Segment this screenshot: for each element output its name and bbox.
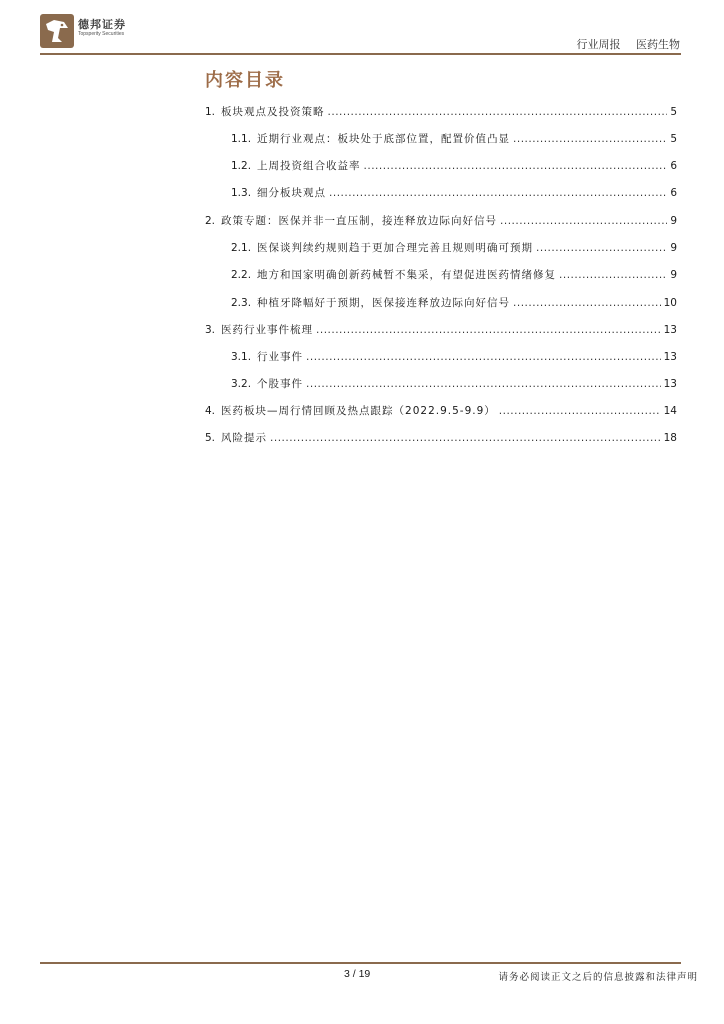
toc-entry[interactable] — [205, 403, 677, 418]
toc-entry-page: 6 — [670, 160, 677, 172]
page-header — [0, 0, 724, 60]
toc-entry-text: 板块观点及投资策略 — [221, 106, 325, 118]
toc-entry-page: 13 — [663, 324, 677, 336]
toc-leader-dots — [536, 242, 667, 254]
toc-entry-number: 1.1. — [231, 133, 252, 145]
toc-entry[interactable] — [205, 213, 677, 228]
toc-entry-number: 3. — [205, 324, 216, 336]
toc-leader-dots — [306, 351, 661, 363]
toc-entry[interactable] — [231, 158, 677, 173]
logo-text-en: Topsperity Securities — [78, 31, 125, 37]
toc-entry-page: 9 — [670, 269, 677, 281]
toc-entry-page: 5 — [670, 133, 677, 145]
toc-entry-number: 3.1. — [231, 351, 252, 363]
sector-label: 医药生物 — [636, 38, 680, 51]
toc-leader-dots — [499, 405, 661, 417]
toc-entry[interactable] — [231, 267, 677, 282]
toc-entry-text: 种植牙降幅好于预期，医保接连释放边际向好信号 — [257, 297, 511, 309]
toc-entry-page: 14 — [663, 405, 677, 417]
toc-entry-text: 医保谈判续约规则趋于更加合理完善且规则明确可预期 — [257, 242, 534, 254]
toc-entry-page: 9 — [670, 242, 677, 254]
company-logo — [40, 14, 160, 50]
toc-entry-page: 18 — [663, 432, 677, 444]
toc-entry[interactable] — [231, 376, 677, 391]
toc-entry-number: 5. — [205, 432, 216, 444]
report-type-label: 行业周报 — [576, 38, 621, 51]
toc-entry-page: 9 — [670, 215, 677, 227]
toc-entry-text: 个股事件 — [257, 378, 304, 390]
toc-entry-text: 地方和国家明确创新药械暂不集采，有望促进医药情绪修复 — [257, 269, 557, 281]
toc-entry-page: 13 — [663, 378, 677, 390]
toc-leader-dots — [316, 324, 661, 336]
toc-entry-text: 细分板块观点 — [257, 187, 327, 199]
toc-entry-page: 13 — [663, 351, 677, 363]
toc-leader-dots — [306, 378, 661, 390]
toc-leader-dots — [270, 432, 661, 444]
toc-entry[interactable] — [231, 185, 677, 200]
toc-leader-dots — [329, 187, 667, 199]
toc-entry-text: 医药行业事件梳理 — [221, 324, 314, 336]
toc-entry-page: 10 — [663, 297, 677, 309]
toc-entry-number: 2.2. — [231, 269, 252, 281]
toc-entry-text: 上周投资组合收益率 — [257, 160, 361, 172]
toc-leader-dots — [328, 106, 668, 118]
toc-title: 内容目录 — [205, 70, 285, 91]
toc-leader-dots — [500, 215, 667, 227]
header-divider — [40, 53, 681, 55]
page-number: 3 / 19 — [344, 968, 371, 980]
toc-leader-dots — [513, 133, 667, 145]
toc-entry[interactable] — [231, 349, 677, 364]
toc-entry-number: 2. — [205, 215, 216, 227]
toc-entry[interactable] — [231, 295, 677, 310]
toc-entry-text: 政策专题：医保并非一直压制，接连释放边际向好信号 — [221, 215, 498, 227]
toc-entry-number: 1.2. — [231, 160, 252, 172]
toc-entry-number: 1. — [205, 106, 216, 118]
header-meta — [577, 36, 681, 52]
toc-entry-text: 近期行业观点：板块处于底部位置，配置价值凸显 — [257, 133, 511, 145]
toc-entry-number: 1.3. — [231, 187, 252, 199]
legal-disclaimer: 请务必阅读正文之后的信息披露和法律声明 — [498, 972, 698, 983]
logo-text-cn: 德邦证券 — [78, 18, 126, 31]
toc-entry[interactable] — [205, 430, 677, 445]
logo-mark-icon — [40, 14, 74, 48]
toc-entry-page: 5 — [670, 106, 677, 118]
toc-entry[interactable] — [205, 322, 677, 337]
toc-entry-number: 2.1. — [231, 242, 252, 254]
toc-leader-dots — [559, 269, 667, 281]
toc-entry-number: 4. — [205, 405, 216, 417]
toc-entry-text: 医药板块—周行情回顾及热点跟踪（2022.9.5-9.9） — [221, 405, 496, 417]
footer-divider — [40, 962, 681, 964]
toc-entry[interactable] — [231, 240, 677, 255]
toc-leader-dots — [513, 297, 661, 309]
toc-entry-text: 行业事件 — [257, 351, 304, 363]
toc-leader-dots — [364, 160, 668, 172]
toc-entry[interactable] — [231, 131, 677, 146]
toc-entry-number: 2.3. — [231, 297, 252, 309]
toc-entry-page: 6 — [670, 187, 677, 199]
toc-entry-number: 3.2. — [231, 378, 252, 390]
toc-entry[interactable] — [205, 104, 677, 119]
toc-entry-text: 风险提示 — [221, 432, 268, 444]
